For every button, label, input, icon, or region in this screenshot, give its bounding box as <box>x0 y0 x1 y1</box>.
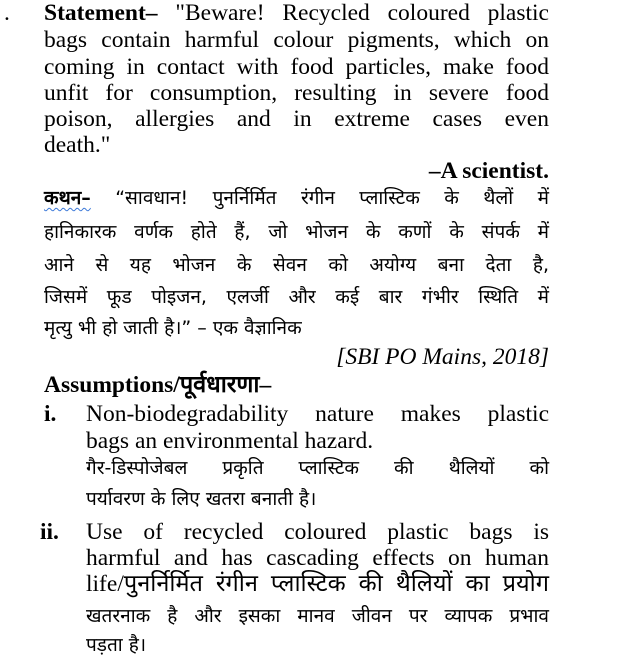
source-citation: [SBI PO Mains, 2018] <box>336 344 549 370</box>
assumption-1-en-line-1: Non-biodegradability nature makes plastic <box>86 401 549 427</box>
statement-line-4: unfit for consumption, resulting in severe food <box>44 80 549 106</box>
assumption-1-en-line-2: bags an environmental hazard. <box>86 428 374 454</box>
assumptions-heading: Assumptions/पूर्वधारणा– <box>44 372 272 398</box>
assumption-2-line-5: पड़ता है। <box>86 634 147 656</box>
statement-attribution: –A scientist. <box>428 158 549 184</box>
hindi-statement-text: “सावधान! पुनर्निर्मित रंगीन प्लास्टिक के थैलों में <box>90 187 549 209</box>
hindi-statement-line-2: हानिकारक वर्णक होते हैं, जो भोजन के कणों के संपर्क में <box>44 221 549 243</box>
statement-text: "Beware! Recycled coloured plastic <box>157 0 549 26</box>
assumption-1-number: i. <box>44 401 57 427</box>
statement-line-5: poison, allergies and in extreme cases even <box>44 106 549 132</box>
assumption-2-line-4: खतरनाक है और इसका मानव जीवन पर व्यापक प्रभाव <box>86 605 549 627</box>
hindi-statement-line-3: आने से यह भोजन के सेवन को अयोग्य बना देता है, <box>44 254 549 276</box>
assumption-1-hi-line-1: गैर-डिस्पोजेबल प्रकृति प्लास्टिक की थैलियों को <box>86 457 549 479</box>
statement-line-2: bags contain harmful colour pigments, which on <box>44 27 549 53</box>
hindi-statement-line-1 <box>44 189 549 208</box>
assumption-1-hi-line-2: पर्यावरण के लिए खतरा बनाती है। <box>86 488 317 510</box>
statement-line-6: death." <box>44 132 111 158</box>
hindi-statement-line-4: जिसमें फूड पोइजन, एलर्जी और कई बार गंभीर स्थिति में <box>44 286 549 308</box>
statement-label: Statement– <box>44 0 158 26</box>
statement-line-1 <box>44 2 549 26</box>
assumption-2-number: ii. <box>40 519 59 545</box>
assumption-2-line-2: harmful and has cascading effects on human <box>86 545 549 571</box>
statement-line-3: coming in contact with food particles, make food <box>44 54 549 80</box>
assumption-2-line-3: life/पुनर्निर्मित रंगीन प्लास्टिक की थैलियों का प्रयोग <box>86 571 549 597</box>
bullet-dot: . <box>4 0 10 26</box>
hindi-statement-line-5: मृत्यु भी हो जाती है।” – एक वैज्ञानिक <box>44 317 302 339</box>
assumption-2-line-1: Use of recycled coloured plastic bags is <box>86 519 549 545</box>
hindi-statement-label: कथन– <box>44 187 91 209</box>
